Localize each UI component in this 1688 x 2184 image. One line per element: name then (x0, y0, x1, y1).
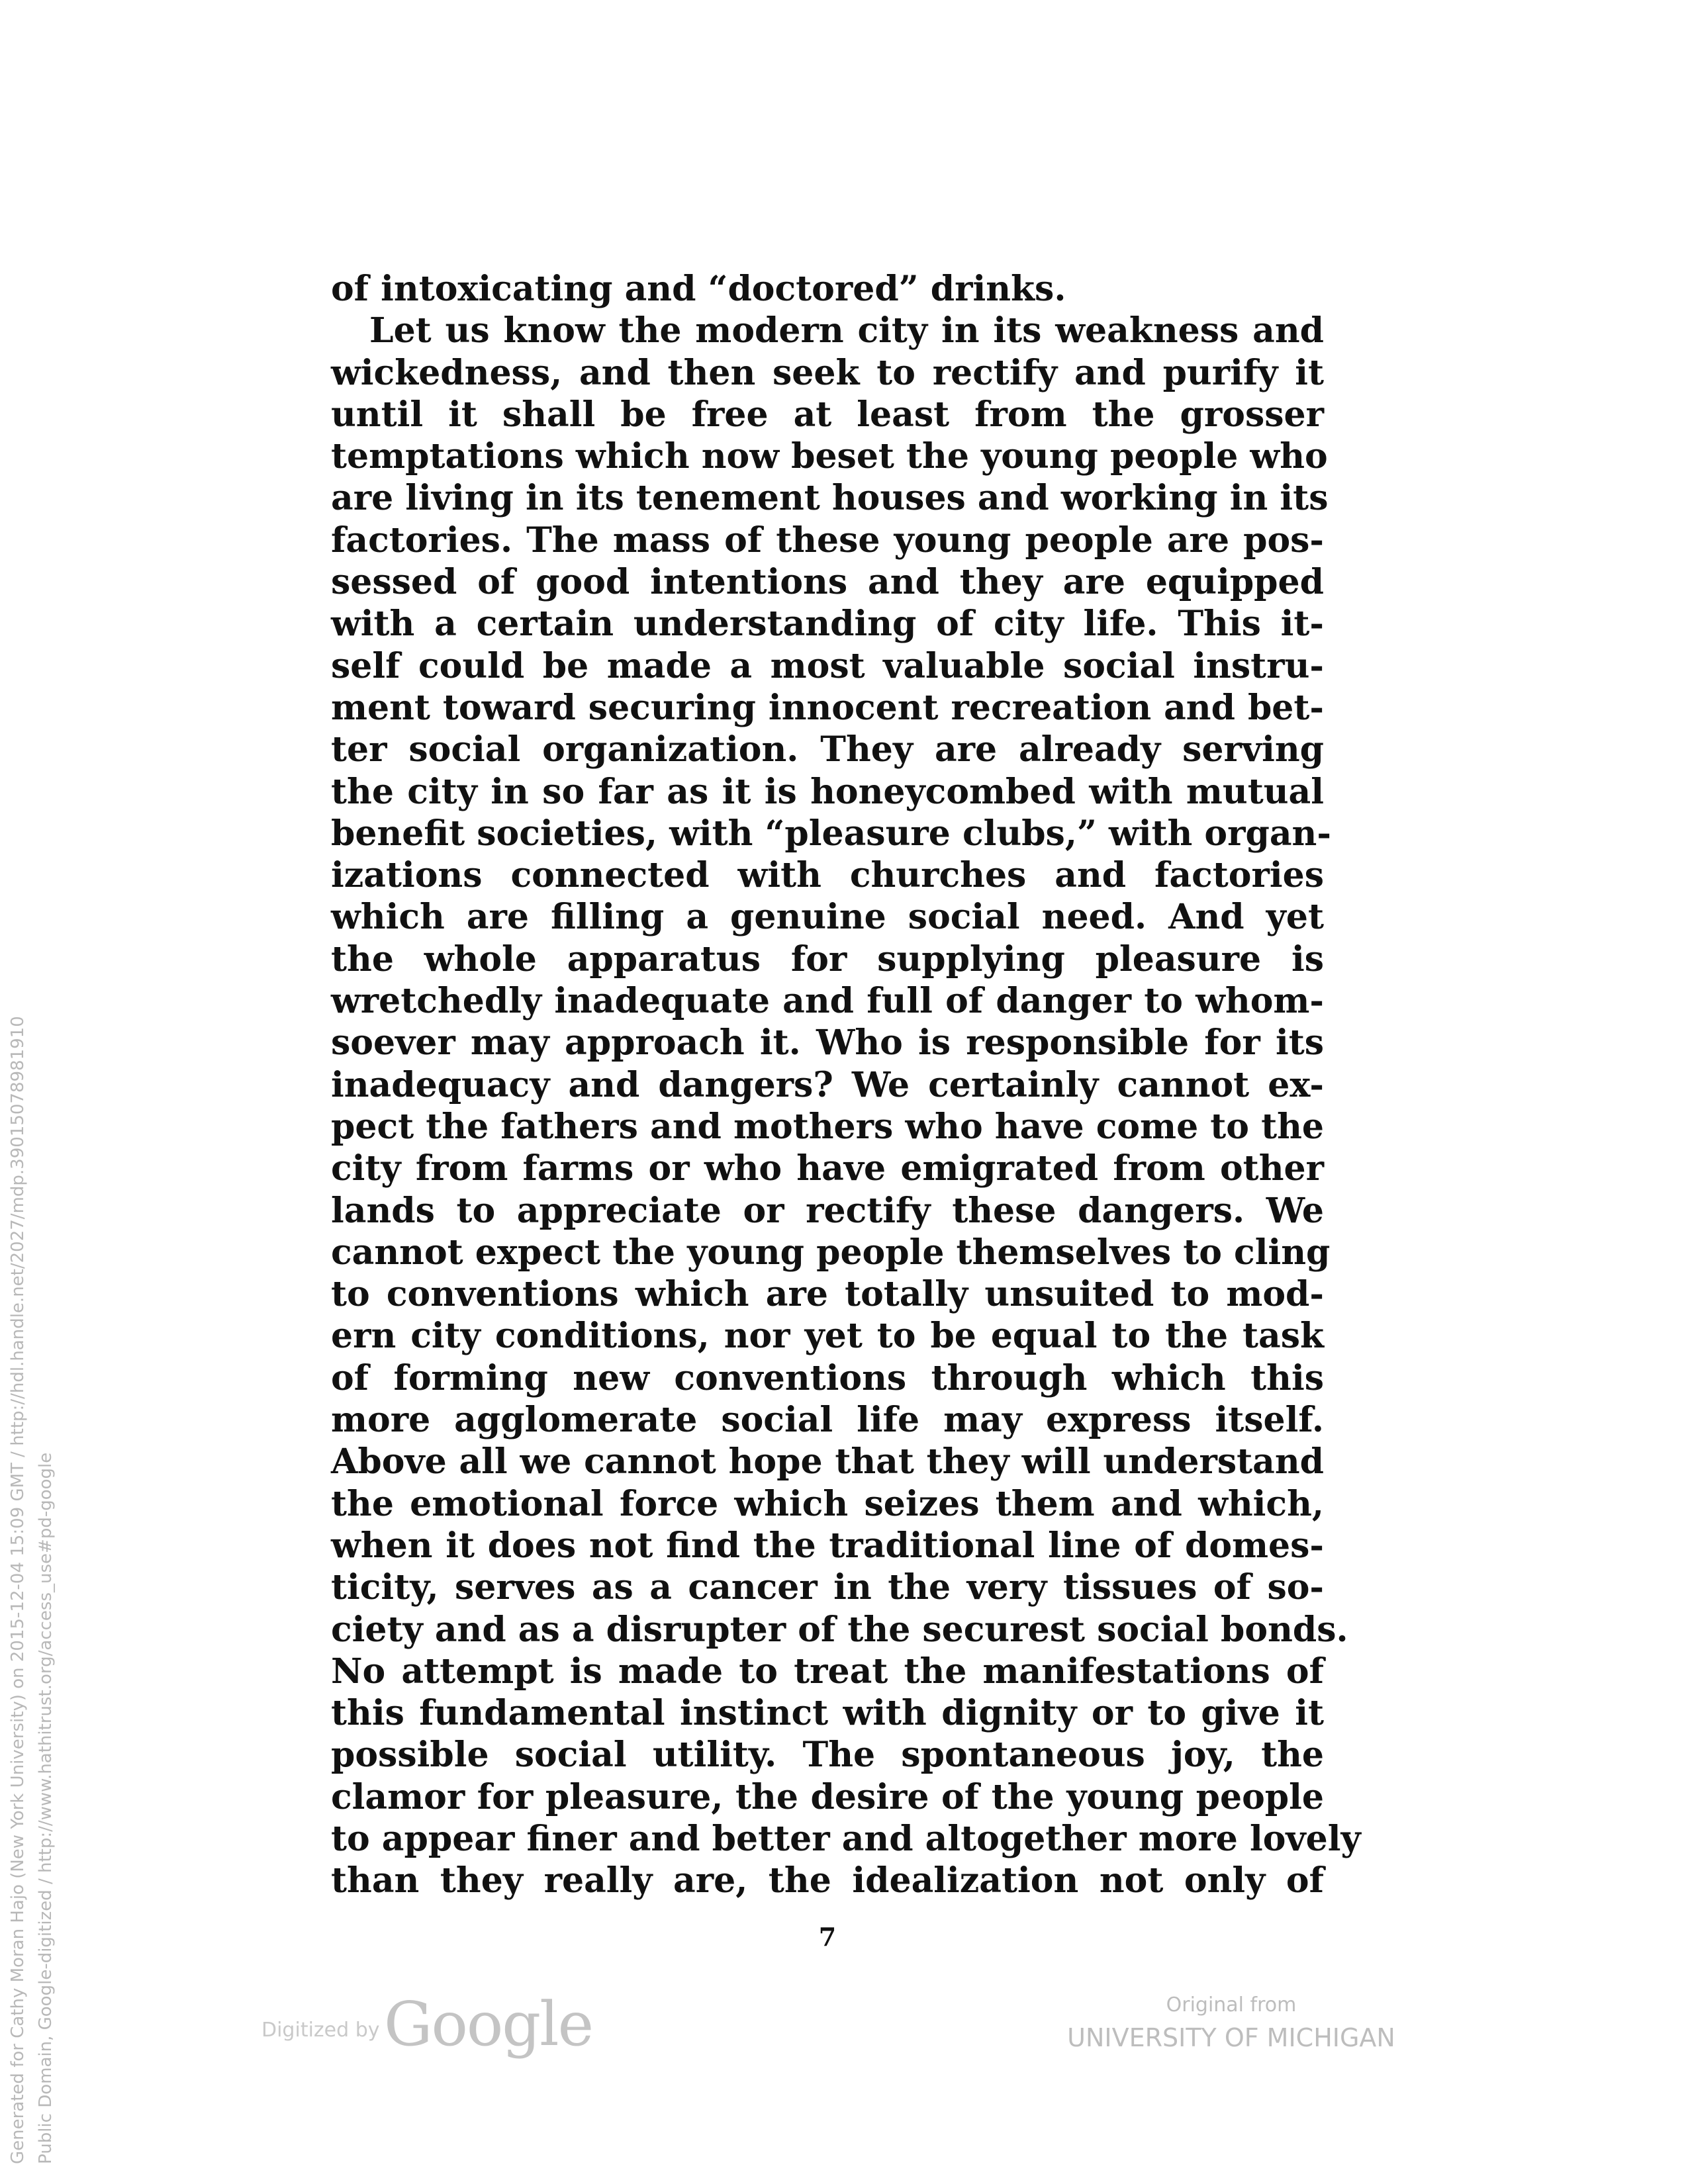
text-line: of forming new conventions through which this (331, 1357, 1324, 1398)
google-logo: Google (384, 1989, 593, 2060)
text-line: Above all we cannot hope that they will understand (331, 1441, 1324, 1482)
text-line: the city in so far as it is honeycombed with mutual (331, 771, 1324, 812)
text-line: benefit societies, with “pleasure clubs,” with organ- (331, 813, 1331, 854)
text-line: possible social utility. The spontaneous joy, the (331, 1735, 1324, 1776)
text-line: inadequacy and dangers? We certainly cannot ex- (331, 1064, 1324, 1105)
text-line: ticity, serves as a cancer in the very tissues of so- (331, 1567, 1324, 1608)
text-line: cannot expect the young people themselves to cling (331, 1232, 1331, 1273)
original-from-label: Original from (1166, 1993, 1297, 2017)
text-line: when it does not find the traditional line of domes- (331, 1525, 1324, 1566)
text-line-last: than they really are, the idealization not only of (331, 1860, 1324, 1901)
text-line: izations connected with churches and factories (331, 855, 1324, 896)
text-line: city from farms or who have emigrated from other (331, 1148, 1324, 1189)
page-number: 7 (818, 1922, 837, 1952)
page-body (331, 268, 1361, 1902)
text-line: sessed of good intentions and they are equipped (331, 562, 1324, 603)
text-line: ment toward securing innocent recreation and bet- (331, 687, 1324, 728)
generation-notice: Generated for Cathy Moran Hajo (New York University) on 2015-12-04 15:09 GMT / http://hdl.handle.net/2027/mdp.39015078981910 (8, 1016, 28, 2164)
text-line: clamor for pleasure, the desire of the young people (331, 1776, 1324, 1817)
text-line: the whole apparatus for supplying pleasure is (331, 938, 1324, 979)
text-line: ern city conditions, nor yet to be equal to the task (331, 1316, 1324, 1357)
library-name: UNIVERSITY OF MICHIGAN (1067, 2023, 1395, 2052)
text-line: soever may approach it. Who is responsible for its (331, 1023, 1324, 1064)
text-line: wickedness, and then seek to rectify and purify it (331, 352, 1324, 393)
original-source (1019, 1992, 1443, 2054)
text-line: lands to appreciate or rectify these dangers. We (331, 1190, 1324, 1231)
text-line: self could be made a most valuable social instru- (331, 645, 1324, 686)
text-line: to appear finer and better and altogether more lovely (331, 1818, 1361, 1859)
text-line: the emotional force which seizes them and which, (331, 1483, 1324, 1524)
text-line: ciety and as a disrupter of the securest social bonds. (331, 1609, 1348, 1650)
digitized-by-label: Digitized by (261, 2019, 380, 2042)
hathitrust-side-stamp (0, 0, 99, 2184)
text-line: to conventions which are totally unsuited to mod- (331, 1274, 1324, 1315)
text-line: wretchedly inadequate and full of danger to whom- (331, 981, 1324, 1022)
text-line: this fundamental instinct with dignity or to give it (331, 1693, 1324, 1734)
text-line: temptations which now beset the young people who (331, 436, 1328, 477)
rights-notice: Public Domain, Google-digitized / http://www.hathitrust.org/access_use#pd-google (36, 1452, 56, 2164)
text-line: with a certain understanding of city life. This it- (331, 604, 1324, 645)
text-line: are living in its tenement houses and working in its (331, 478, 1329, 519)
text-line: pect the fathers and mothers who have come to the (331, 1106, 1324, 1147)
paragraph-first-line: Let us know the modern city in its weakness and (369, 310, 1324, 351)
text-line: factories. The mass of these young people are pos- (331, 520, 1324, 561)
text-line: more agglomerate social life may express itself. (331, 1400, 1324, 1441)
text-line: No attempt is made to treat the manifestations of (331, 1651, 1324, 1692)
text-line: until it shall be free at least from the grosser (331, 394, 1324, 435)
text-line: of intoxicating and “doctored” drinks. (331, 269, 1066, 309)
text-line: which are filling a genuine social need. And yet (331, 897, 1324, 938)
text-line: ter social organization. They are already serving (331, 729, 1324, 770)
